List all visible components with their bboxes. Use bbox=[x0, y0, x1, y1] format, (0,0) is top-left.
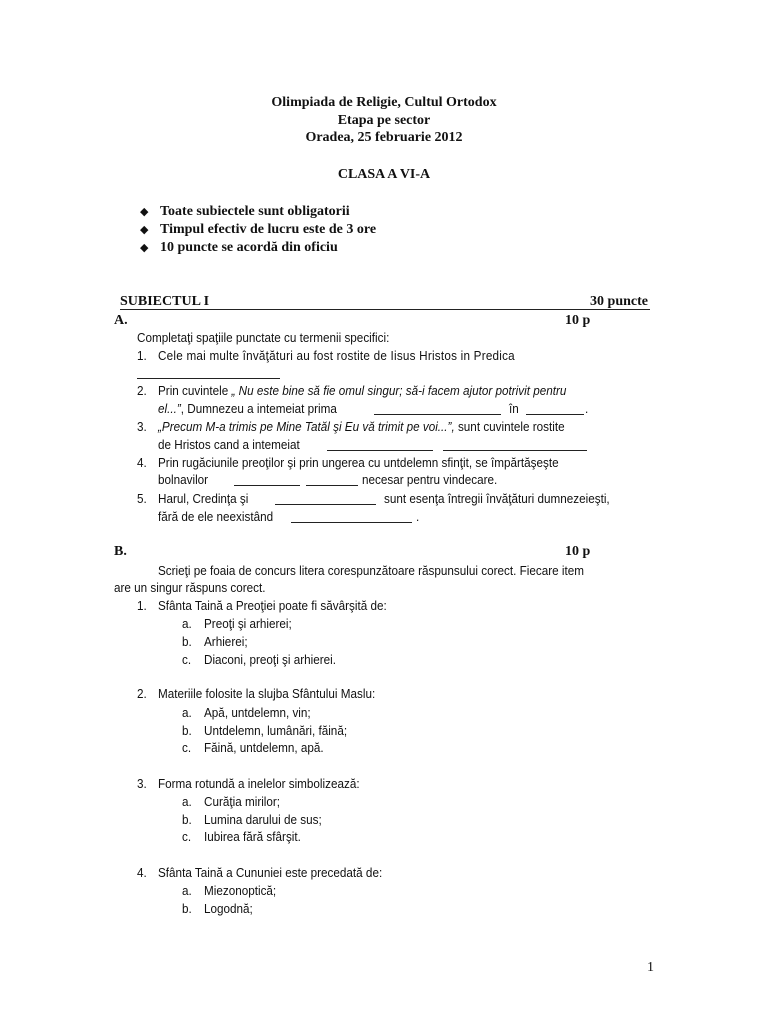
subject-heading bbox=[120, 295, 650, 310]
a4-line2-post: necesar pentru vindecare. bbox=[362, 472, 498, 487]
option-letter: a. bbox=[182, 794, 192, 809]
item-number: 2. bbox=[137, 686, 147, 701]
a2-pre: Prin cuvintele bbox=[158, 383, 232, 398]
option-text: Logodnă; bbox=[204, 901, 253, 916]
item-number: 4. bbox=[137, 455, 147, 470]
a5-line2: fără de ele neexistând bbox=[158, 509, 274, 524]
a3-blank-2[interactable] bbox=[443, 439, 587, 455]
a2-quote-end: el...” bbox=[158, 401, 181, 416]
option-text: Preoţi şi arhierei; bbox=[204, 616, 292, 631]
stage-title: Etapa pe sector bbox=[337, 113, 431, 128]
option-letter: c. bbox=[182, 829, 192, 844]
option-letter: a. bbox=[182, 616, 192, 631]
page-number: 1 bbox=[647, 960, 654, 975]
option-text: Apă, untdelemn, vin; bbox=[204, 705, 311, 720]
item-number: 2. bbox=[137, 383, 147, 398]
a2-line2 bbox=[158, 402, 337, 415]
option-text: Untdelemn, lumânări, făină; bbox=[204, 723, 348, 738]
rule-item: Toate subiectele sunt obligatorii bbox=[160, 204, 350, 219]
a3-line1 bbox=[158, 420, 565, 433]
question-text: Sfânta Taină a Preoţiei poate fi săvârşită de: bbox=[158, 598, 387, 613]
rule-item: 10 puncte se acordă din oficiu bbox=[160, 240, 338, 255]
option-letter: c. bbox=[182, 652, 192, 667]
section-b-instruction-2: are un singur răspuns corect. bbox=[114, 580, 266, 595]
a4-line2-pre: bolnavilor bbox=[158, 472, 209, 487]
section-b-instruction-1: Scrieţi pe foaia de concurs litera corespunzătoare răspunsului corect. Fiecare item bbox=[158, 563, 584, 578]
item-number: 3. bbox=[137, 419, 147, 434]
question-text: Materiile folosite la slujba Sfântului Maslu: bbox=[158, 686, 376, 701]
bullet-diamond-icon: ◆ bbox=[140, 224, 149, 236]
option-text: Lumina darului de sus; bbox=[204, 812, 322, 827]
option-letter: a. bbox=[182, 883, 192, 898]
a5-blank-2[interactable] bbox=[291, 511, 412, 527]
a1-answer-blank[interactable] bbox=[137, 367, 280, 383]
section-a-instruction: Completaţi spaţiile punctate cu termenii specifici: bbox=[137, 330, 390, 345]
option-text: Arhierei; bbox=[204, 634, 248, 649]
section-a-label: A. bbox=[114, 313, 128, 328]
a2-in: în bbox=[509, 401, 519, 416]
question-text: Sfânta Taină a Cununiei este precedată de: bbox=[158, 865, 383, 880]
option-letter: b. bbox=[182, 723, 192, 738]
a2-end: . bbox=[585, 401, 589, 416]
a2-quote: „ Nu este bine să fie omul singur; să-i facem ajutor potrivit pentru bbox=[231, 383, 567, 398]
a5-end: . bbox=[416, 509, 420, 524]
a5-post: sunt esenţa întregii învăţături dumnezeieşti, bbox=[384, 491, 610, 506]
item-number: 1. bbox=[137, 348, 147, 363]
item-number: 5. bbox=[137, 491, 147, 506]
a5-blank-1[interactable] bbox=[275, 493, 376, 509]
option-letter: b. bbox=[182, 634, 192, 649]
option-text: Miezonoptică; bbox=[204, 883, 277, 898]
a4-line1: Prin rugăciunile preoţilor şi prin ungerea cu untdelemn sfinţit, se împărtăşeşte bbox=[158, 455, 559, 470]
section-b-label: B. bbox=[114, 544, 127, 559]
a5-pre: Harul, Credinţa şi bbox=[158, 491, 249, 506]
a3-post: sunt cuvintele rostite bbox=[454, 419, 565, 434]
bullet-diamond-icon: ◆ bbox=[140, 206, 149, 218]
question-text: Forma rotundă a inelelor simbolizează: bbox=[158, 776, 360, 791]
item-number: 1. bbox=[137, 598, 147, 613]
option-text: Curăţia mirilor; bbox=[204, 794, 281, 809]
section-a-points: 10 p bbox=[565, 313, 591, 328]
a1-text: Cele mai multe învăţături au fost rostite de Iisus Hristos in Predica bbox=[158, 348, 515, 363]
a2-line1 bbox=[158, 384, 566, 397]
option-letter: c. bbox=[182, 740, 192, 755]
option-text: Iubirea fără sfârşit. bbox=[204, 829, 301, 844]
option-letter: b. bbox=[182, 812, 192, 827]
a3-line2: de Hristos cand a intemeiat bbox=[158, 437, 300, 452]
a2-post: , Dumnezeu a intemeiat prima bbox=[180, 401, 337, 416]
bullet-diamond-icon: ◆ bbox=[140, 242, 149, 254]
subject-points: 30 puncte bbox=[590, 294, 648, 309]
a2-blank-1[interactable] bbox=[374, 403, 501, 419]
place-date: Oradea, 25 februarie 2012 bbox=[305, 130, 463, 145]
a3-blank-1[interactable] bbox=[327, 439, 433, 455]
option-letter: a. bbox=[182, 705, 192, 720]
section-b-points: 10 p bbox=[565, 544, 591, 559]
olympiad-title: Olimpiada de Religie, Cultul Ortodox bbox=[271, 95, 497, 110]
item-number: 3. bbox=[137, 776, 147, 791]
option-text: Făină, untdelemn, apă. bbox=[204, 740, 324, 755]
class-title: CLASA A VI-A bbox=[337, 167, 431, 182]
a3-quote: „Precum M-a trimis pe Mine Tatăl şi Eu vă trimit pe voi...”, bbox=[158, 419, 455, 434]
rule-item: Timpul efectiv de lucru este de 3 ore bbox=[160, 222, 377, 237]
item-number: 4. bbox=[137, 865, 147, 880]
a4-blank-2[interactable] bbox=[306, 474, 358, 490]
subject-title: SUBIECTUL I bbox=[120, 294, 210, 309]
option-letter: b. bbox=[182, 901, 192, 916]
a2-blank-2[interactable] bbox=[526, 403, 584, 419]
option-text: Diaconi, preoţi şi arhierei. bbox=[204, 652, 337, 667]
a4-blank-1[interactable] bbox=[234, 474, 300, 490]
